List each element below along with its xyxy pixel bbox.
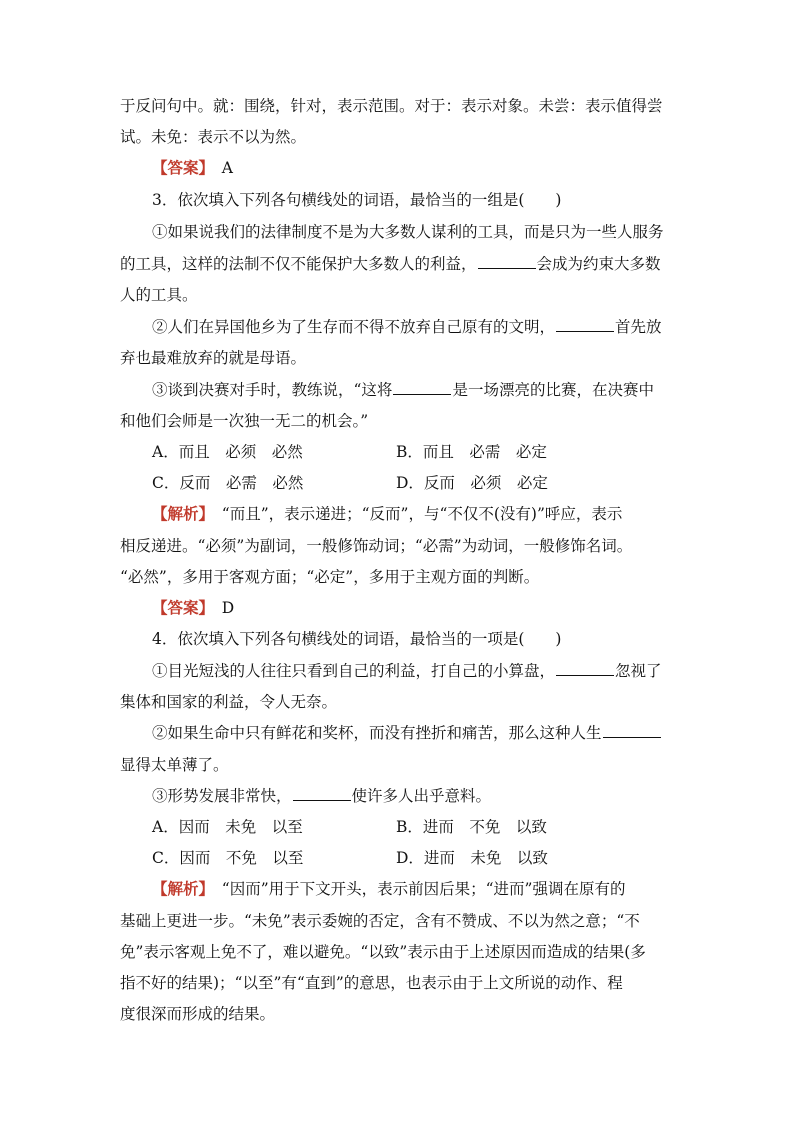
q4-option-a: A．因而 未免 以至: [152, 818, 303, 836]
answer-label: 【答案】: [152, 158, 207, 177]
q4-sentence-2-line-2: 显得太单薄了。: [120, 756, 229, 774]
q4-analysis-line-2: 基础上更进一步。“未免”表示委婉的否定，含有不赞成、不以为然之意；“不: [120, 912, 640, 930]
prev-explanation-line-2: 试。未免：表示不以为然。: [120, 128, 307, 146]
fill-blank: [293, 786, 351, 801]
q3-option-d: D．反而 必须 必定: [396, 474, 548, 492]
q3-sentence-1-line-3: 人的工具。: [120, 286, 198, 304]
answer-value: A: [221, 159, 233, 177]
q3-sentence-3-line-2: 和他们会师是一次独一无二的机会。”: [120, 412, 369, 430]
q4-sentence-1-line-1: ①目光短浅的人往往只看到自己的利益，打自己的小算盘， 忽视了: [152, 662, 662, 680]
q4-analysis-line-3: 免”表示客观上免不了，难以避免。“以致”表示由于上述原因而造成的结果(多: [120, 943, 646, 961]
q3-analysis-line-2: 相反递进。“必须”为副词，一般修饰动词；“必需”为动词，一般修饰名词。: [120, 537, 633, 555]
q3-sentence-1-line-1: ①如果说我们的法律制度不是为大多数人谋利的工具，而是只为一些人服务: [152, 223, 664, 241]
q4-option-c: C．因而 不免 以至: [152, 849, 304, 867]
analysis-label: 【解析】: [152, 879, 207, 898]
q4-analysis-line-5: 度很深而形成的结果。: [120, 1005, 276, 1023]
q3-stem: 3．依次填入下列各句横线处的词语，最恰当的一组是( ): [152, 191, 562, 209]
q3-sentence-2-line-1: ②人们在异国他乡为了生存而不得不放弃自己原有的文明， 首先放: [152, 318, 662, 336]
fill-blank: [556, 317, 614, 332]
q3-analysis-line-3: “必然”，多用于客观方面；“必定”，多用于主观方面的判断。: [120, 568, 540, 586]
q4-analysis-line-1: 【解析】 “因而”用于下文开头，表示前因后果；“进而”强调在原有的: [152, 879, 626, 898]
q3-analysis-line-1: 【解析】 “而且”，表示递进；“反而”，与“不仅不(没有)”呼应，表示: [152, 504, 623, 523]
q3-answer: [152, 598, 676, 618]
q4-sentence-3: ③形势发展非常快， 使许多人出乎意料。: [152, 787, 492, 805]
q4-sentence-2-line-1: ②如果生命中只有鲜花和奖杯，而没有挫折和痛苦，那么这种人生: [152, 723, 676, 743]
q3-option-c: C．反而 必需 必然: [152, 474, 304, 492]
answer-value: D: [221, 599, 235, 617]
q3-option-b: B．而且 必需 必定: [396, 443, 547, 461]
fill-blank: [556, 661, 614, 676]
fill-blank: [478, 254, 536, 269]
fill-blank: [393, 380, 451, 395]
answer-label: 【答案】: [152, 598, 207, 617]
q3-option-a: A．而且 必须 必然: [152, 443, 303, 461]
prev-explanation-line-1: 于反问句中。就：围绕，针对，表示范围。对于：表示对象。未尝：表示值得尝: [120, 97, 663, 115]
q3-sentence-2-line-2: 弃也最难放弃的就是母语。: [120, 349, 307, 367]
q4-option-d: D．进而 未免 以致: [396, 849, 548, 867]
q4-analysis-line-4: 指不好的结果)；“以至”有“直到”的意思，也表示由于上文所说的动作、程: [120, 974, 623, 992]
q3-sentence-3-line-1: ③谈到决赛对手时，教练说，“这将 是一场漂亮的比赛，在决赛中: [152, 381, 654, 399]
q4-option-b: B．进而 不免 以致: [396, 818, 547, 836]
q4-stem: 4．依次填入下列各句横线处的词语，最恰当的一项是( ): [152, 630, 562, 648]
q4-sentence-1-line-2: 集体和国家的利益，令人无奈。: [120, 693, 338, 711]
prev-answer: [152, 158, 676, 178]
fill-blank: [603, 723, 661, 738]
analysis-label: 【解析】: [152, 504, 207, 523]
q3-sentence-1-line-2: 的工具，这样的法制不仅不能保护大多数人的利益， 会成为约束大多数: [120, 255, 661, 273]
